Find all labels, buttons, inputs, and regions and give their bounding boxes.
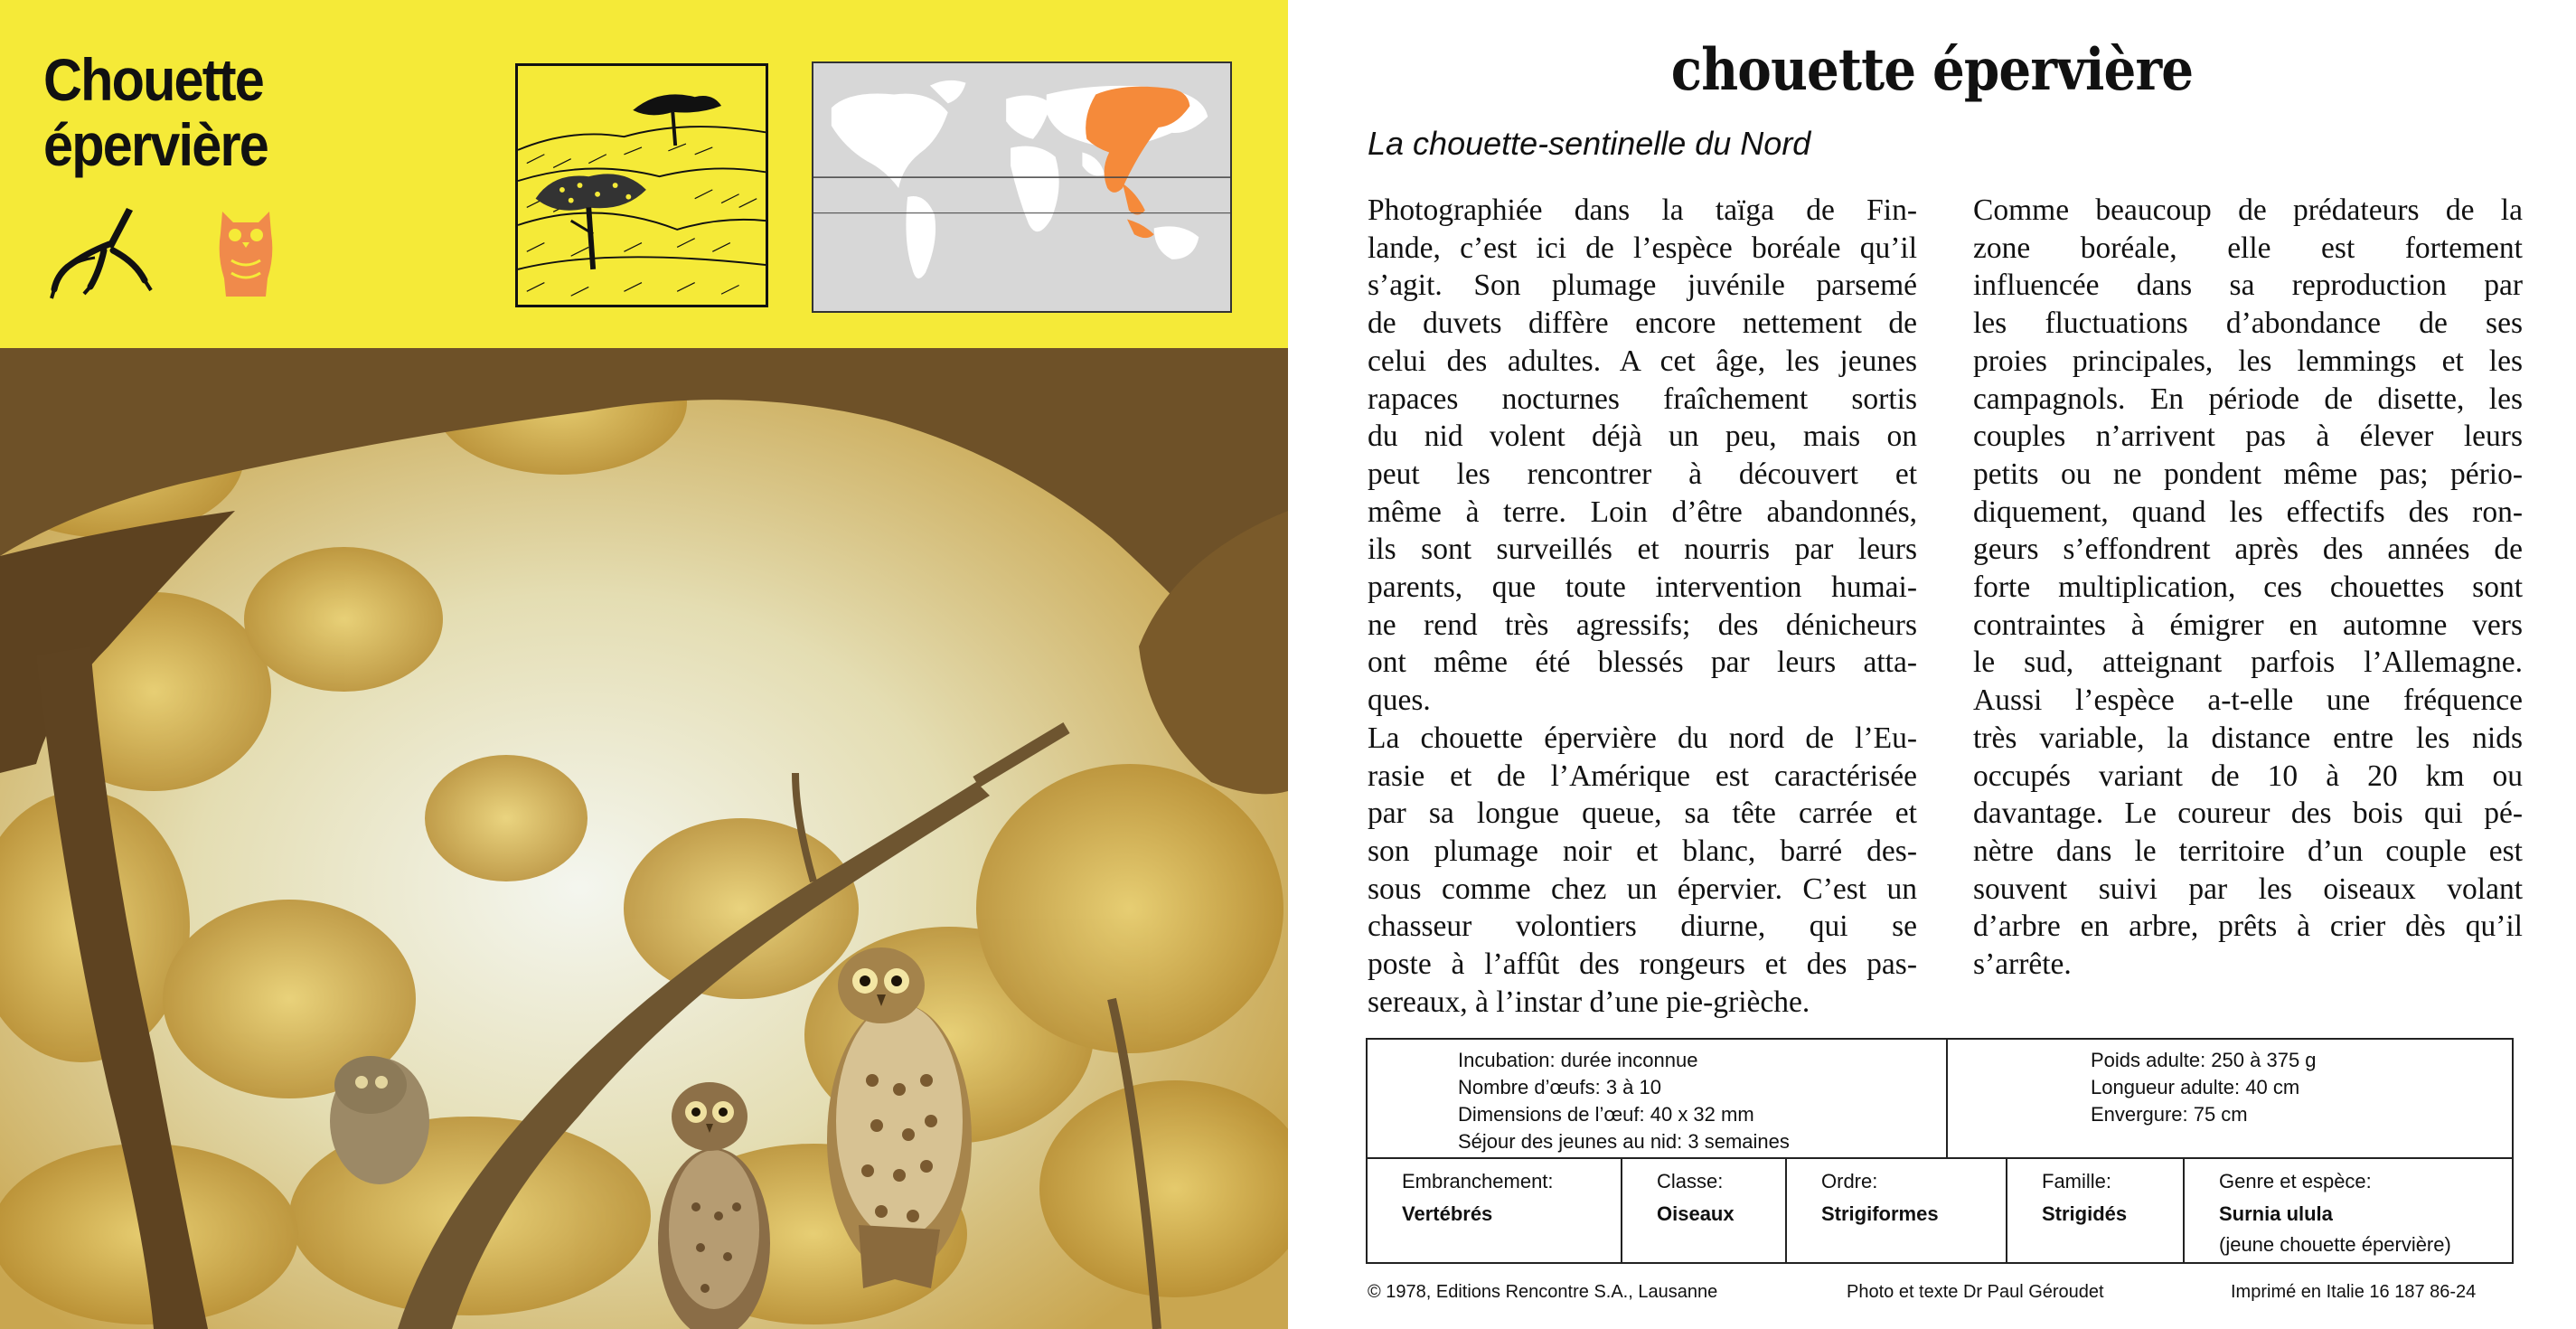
- footer: [1368, 1282, 2515, 1309]
- owl-photo: [0, 348, 1288, 1329]
- owl-icon: [215, 206, 277, 306]
- text-line: geurs s’effondrent après des années de: [1973, 533, 2523, 567]
- taxonomy-label: Embranchement:: [1402, 1170, 1554, 1192]
- weight-text: Poids adulte: 250 à 375 g: [2091, 1049, 2317, 1071]
- text-line: influencée dans sa reproduction par: [1973, 269, 2523, 303]
- text-column-right: [1973, 192, 2523, 984]
- text-line: ne rend très agressifs; des dénicheurs: [1368, 608, 1917, 642]
- taxonomy-label: Classe:: [1657, 1170, 1724, 1192]
- text-line: zone boréale, elle est fortement: [1973, 231, 2523, 265]
- text-line: sous comme chez un épervier. C’est un: [1368, 872, 1917, 906]
- text-line: lande, c’est ici de l’espèce boréale qu’il: [1368, 231, 1917, 265]
- eggs-text: Nombre d’œufs: 3 à 10: [1458, 1076, 1661, 1098]
- text-line: occupés variant de 10 à 20 km ou: [1973, 759, 2523, 793]
- text-line: rasie et de l’Amérique est caractérisée: [1368, 759, 1917, 793]
- right-card: [1288, 0, 2576, 1329]
- text-line: rapaces nocturnes fraîchement sortis: [1368, 382, 1917, 416]
- text-line: contraintes à émigrer en automne vers: [1973, 608, 2523, 642]
- taxonomy-genre-espece: [2185, 1157, 2512, 1264]
- taxonomy-value: Oiseaux: [1657, 1202, 1735, 1225]
- text-line: campagnols. En période de disette, les: [1973, 382, 2523, 416]
- text-line: proies principales, les lemmings et les: [1973, 344, 2523, 378]
- credits-text: Photo et texte Dr Paul Géroudet: [1847, 1282, 2104, 1302]
- text-line: ils sont surveillés et nourris par leurs: [1368, 533, 1917, 567]
- text-line: forte multiplication, ces chouettes sont: [1973, 570, 2523, 605]
- text-line: souvent suivi par les oiseaux volant: [1973, 872, 2523, 906]
- text-line: du nid volent déjà un peu, mais on: [1368, 419, 1917, 454]
- taxonomy-value: Surnia ulula: [2219, 1202, 2333, 1225]
- taxonomy-value: Vertébrés: [1402, 1202, 1493, 1225]
- text-line: les fluctuations d’abondance de ses: [1973, 306, 2523, 341]
- text-line: ques.: [1368, 683, 1431, 718]
- reproduction-info: [1458, 1047, 1790, 1155]
- text-line: poste à l’affût des rongeurs et des pas-: [1368, 947, 1917, 982]
- text-line: s’agit. Son plumage juvénile parsemé: [1368, 269, 1917, 303]
- text-line: couples n’arrivent pas à élever leurs: [1973, 419, 2523, 454]
- length-text: Longueur adulte: 40 cm: [2091, 1076, 2300, 1098]
- main-title: chouette épervière: [1670, 36, 2194, 104]
- taxonomy-value: Strigidés: [2042, 1202, 2128, 1225]
- nest-stay-text: Séjour des jeunes au nid: 3 semaines: [1458, 1130, 1790, 1153]
- text-line: même à terre. Loin d’être abandonnés,: [1368, 495, 1917, 529]
- distribution-map: [812, 61, 1232, 313]
- taxonomy-ordre: [1787, 1157, 2007, 1264]
- text-line: Comme beaucoup de prédateurs de la: [1973, 193, 2523, 227]
- text-line: nètre dans le territoire d’un couple est: [1973, 834, 2523, 868]
- wingspan-text: Envergure: 75 cm: [2091, 1103, 2248, 1126]
- incubation-text: Incubation: durée inconnue: [1458, 1049, 1698, 1071]
- text-line: son plumage noir et blanc, barré des-: [1368, 834, 1917, 868]
- text-line: petits ou ne pondent même pas; pério-: [1973, 457, 2523, 491]
- copyright-text: © 1978, Editions Rencontre S.A., Lausanne: [1368, 1282, 1718, 1302]
- talon-icon: [50, 203, 158, 303]
- text-line: ont même été blessés par leurs atta-: [1368, 646, 1917, 680]
- size-info: [2091, 1047, 2317, 1128]
- card-header: [0, 0, 1288, 348]
- text-line: par sa longue queue, sa tête carrée et: [1368, 796, 1917, 831]
- text-line: celui des adultes. A cet âge, les jeunes: [1368, 344, 1917, 378]
- text-line: Aussi l’espèce a-t-elle une fréquence: [1973, 683, 2523, 718]
- taxonomy-label: Genre et espèce:: [2219, 1170, 2372, 1192]
- text-line: Photographiée dans la taïga de Fin-: [1368, 193, 1917, 227]
- text-line: parents, que toute intervention humai-: [1368, 570, 1917, 605]
- text-line: sereaux, à l’instar d’une pie-grièche.: [1368, 985, 1810, 1019]
- taxonomy-label: Famille:: [2042, 1170, 2112, 1192]
- taxonomy-embranchement: [1368, 1157, 1622, 1264]
- taxonomy-value: Strigiformes: [1821, 1202, 1939, 1225]
- text-line: d’arbre en arbre, prêts à crier dès qu’il: [1973, 910, 2523, 944]
- subtitle: La chouette-sentinelle du Nord: [1368, 125, 1811, 162]
- text-column-left: [1368, 192, 1917, 1021]
- card-title-line2: épervière: [43, 111, 268, 178]
- card-title: [43, 47, 466, 177]
- text-line: chasseur volontiers diurne, qui se: [1368, 910, 1917, 944]
- divider: [1946, 1040, 1948, 1157]
- text-line: très variable, la distance entre les nids: [1973, 721, 2523, 755]
- text-line: diquement, quand les effectifs des ron-: [1973, 495, 2523, 529]
- taxonomy-note: (jeune chouette épervière): [2219, 1233, 2451, 1256]
- card-title-line1: Chouette: [43, 46, 263, 113]
- taxonomy-famille: [2007, 1157, 2185, 1264]
- text-line: s’arrête.: [1973, 947, 2072, 982]
- taxonomy-label: Ordre:: [1821, 1170, 1878, 1192]
- habitat-illustration: [515, 63, 768, 307]
- text-line: La chouette épervière du nord de l’Eu-: [1368, 721, 1917, 755]
- info-table: [1366, 1038, 2514, 1264]
- text-line: de duvets diffère encore nettement de: [1368, 306, 1917, 341]
- printed-text: Imprimé en Italie 16 187 86-24: [2231, 1282, 2477, 1302]
- egg-size-text: Dimensions de l’œuf: 40 x 32 mm: [1458, 1103, 1754, 1126]
- text-line: le sud, atteignant parfois l’Allemagne.: [1973, 646, 2523, 680]
- text-line: peut les rencontrer à découvert et: [1368, 457, 1917, 491]
- info-top-row: [1368, 1040, 2512, 1159]
- taxonomy-classe: [1622, 1157, 1787, 1264]
- text-line: davantage. Le coureur des bois qui pé-: [1973, 796, 2523, 831]
